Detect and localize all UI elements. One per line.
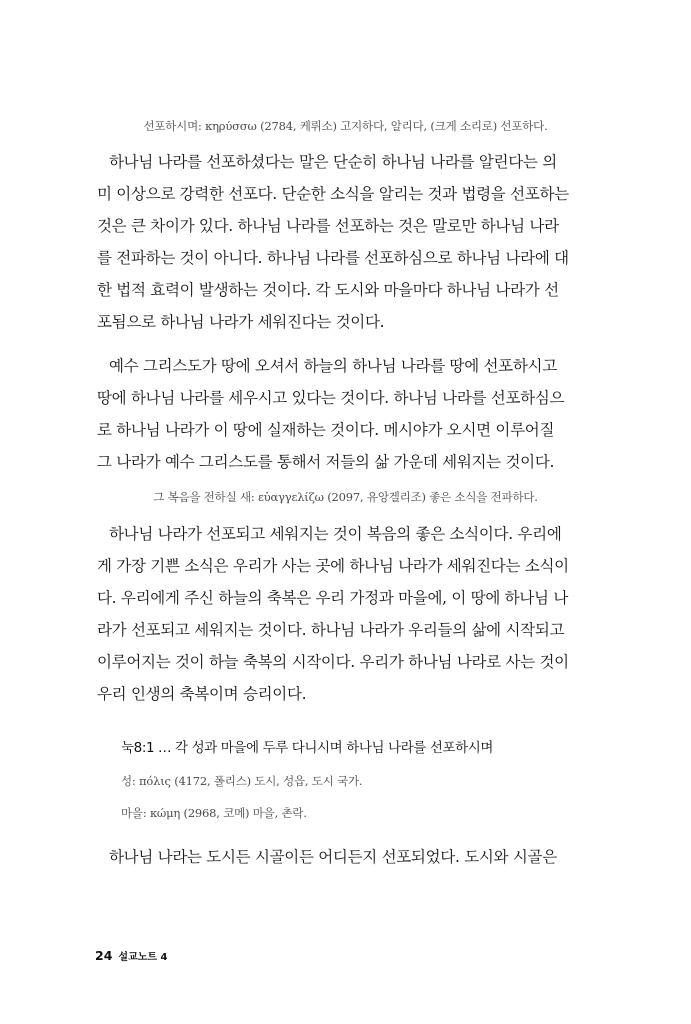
text-line: 다. 우리에게 주신 하늘의 축복은 우리 가정과 마을에, 이 땅에 하나님 나: [97, 589, 568, 607]
text-line: 땅에 하나님 나라를 세우시고 있다는 것이다. 하나님 나라를 선포하심으: [97, 389, 565, 407]
page-footer: [95, 948, 168, 963]
text-line: 로 하나님 나라가 이 땅에 실재하는 것이다. 메시야가 오시면 이루어질: [97, 421, 555, 439]
greek-note-kome: 마을: κώμη (2968, 코메) 마을, 촌락.: [121, 806, 307, 820]
text-line: 를 전파하는 것이 아니다. 하나님 나라를 선포하심으로 하나님 나라에 대: [97, 249, 569, 267]
text-line: 라가 선포되고 세워지는 것이다. 하나님 나라가 우리들의 삶에 시작되고: [97, 621, 565, 639]
text-line: 그 나라가 예수 그리스도를 통해서 저들의 삶 가운데 세워지는 것이다.: [97, 453, 555, 471]
paragraph-city-village: [97, 841, 575, 873]
text-line: 것은 큰 차이가 있다. 하나님 나라를 선포하는 것은 말로만 하나님 나라: [97, 217, 559, 235]
book-title: 설교노트 4: [118, 952, 168, 963]
text-line: 하나님 나라는 도시든 시골이든 어디든지 선포되었다. 도시와 시골은: [109, 848, 557, 866]
page-number: 24: [95, 948, 113, 963]
paragraph-good-news: [97, 518, 575, 710]
greek-note-polis: 성: πόλις (4172, 폴리스) 도시, 성읍, 도시 국가.: [121, 774, 363, 788]
greek-note-kerysso: 선포하시며: κηρύσσω (2784, 케뤼소) 고지하다, 알리다, (크게 소리로) 선포하다.: [143, 119, 548, 133]
text-line: 하나님 나라를 선포하셨다는 말은 단순히 하나님 나라를 알린다는 의: [109, 153, 557, 171]
paragraph-proclamation: [97, 146, 575, 338]
text-line: 우리 인생의 축복이며 승리이다.: [97, 685, 307, 703]
text-line: 이루어지는 것이 하늘 축복의 시작이다. 우리가 하나님 나라로 사는 것이: [97, 653, 569, 671]
greek-note-euangelizo: 그 복음을 전하실 새: εὐαγγελίζω (2097, 유앙겔리조) 좋은 소식을 전파하다.: [153, 490, 538, 504]
text-line: 한 법적 효력이 발생하는 것이다. 각 도시와 마을마다 하나님 나라가 선: [97, 281, 559, 299]
text-line: 게 가장 기쁜 소식은 우리가 사는 곳에 하나님 나라가 세워진다는 소식이: [97, 557, 569, 575]
scripture-verse: 눅8:1 … 각 성과 마을에 두루 다니시며 하나님 나라를 선포하시며: [121, 740, 494, 756]
text-line: 포됨으로 하나님 나라가 세워진다는 것이다.: [97, 313, 385, 331]
text-line: 하나님 나라가 선포되고 세워지는 것이 복음의 좋은 소식이다. 우리에: [109, 525, 562, 543]
text-line: 예수 그리스도가 땅에 오셔서 하늘의 하나님 나라를 땅에 선포하시고: [109, 357, 557, 375]
paragraph-jesus-kingdom: [97, 350, 575, 478]
text-line: 미 이상으로 강력한 선포다. 단순한 소식을 알리는 것과 법령을 선포하는: [97, 185, 569, 203]
